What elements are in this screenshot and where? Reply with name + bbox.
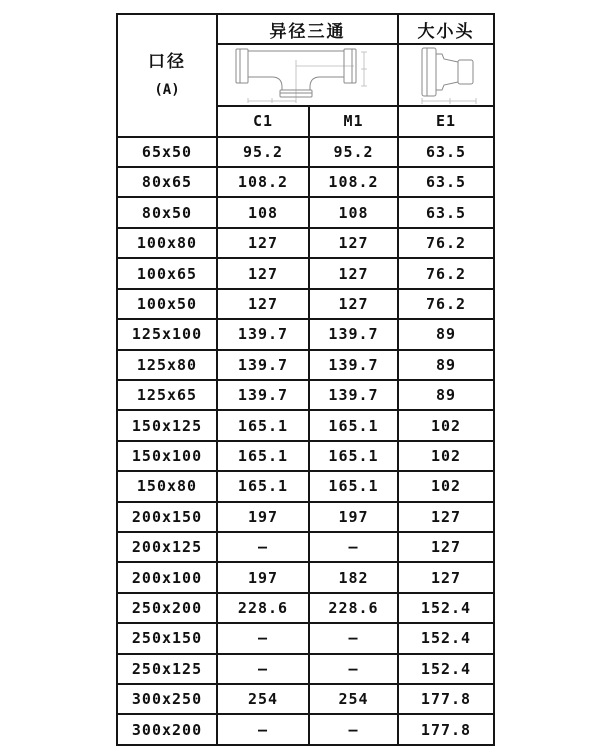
c1-cell: 165.1 [217,471,309,501]
size-cell: 100x50 [117,289,217,319]
e1-cell: 152.4 [398,654,494,684]
subheader-m1: M1 [309,106,398,136]
m1-cell: — [309,654,398,684]
size-cell: 80x65 [117,167,217,197]
m1-cell: 139.7 [309,350,398,380]
size-cell: 300x200 [117,714,217,745]
table-row [117,714,494,745]
table-body [117,137,494,745]
e1-cell: 102 [398,410,494,440]
c1-cell: — [217,714,309,745]
table-row [117,471,494,501]
e1-cell: 76.2 [398,258,494,288]
table-row [117,562,494,592]
e1-cell: 63.5 [398,167,494,197]
reducing-tee-drawing-icon [232,46,384,104]
table-row [117,228,494,258]
m1-cell: 139.7 [309,380,398,410]
table-row [117,410,494,440]
size-cell: 150x125 [117,410,217,440]
m1-cell: 254 [309,684,398,714]
diameter-header-cell [117,14,217,137]
m1-cell: 182 [309,562,398,592]
fitting-dimension-table [116,13,495,746]
e1-cell: 89 [398,350,494,380]
size-cell: 250x125 [117,654,217,684]
c1-cell: 139.7 [217,350,309,380]
c1-cell: 108.2 [217,167,309,197]
subheader-c1: C1 [217,106,309,136]
diameter-header-unit: (A) [154,81,180,98]
size-cell: 100x65 [117,258,217,288]
e1-cell: 152.4 [398,593,494,623]
e1-cell: 89 [398,380,494,410]
table-row [117,502,494,532]
table-row [117,654,494,684]
table-row [117,593,494,623]
table-row [117,623,494,653]
table-row [117,350,494,380]
table-row [117,167,494,197]
e1-cell: 127 [398,562,494,592]
table-row [117,684,494,714]
e1-cell: 127 [398,532,494,562]
size-cell: 150x100 [117,441,217,471]
c1-cell: 197 [217,502,309,532]
m1-cell: 127 [309,258,398,288]
e1-cell: 76.2 [398,228,494,258]
c1-cell: 165.1 [217,441,309,471]
group-header-reducing-tee: 异径三通 [217,14,398,44]
subheader-e1: E1 [398,106,494,136]
size-cell: 200x125 [117,532,217,562]
size-cell: 125x100 [117,319,217,349]
c1-cell: 254 [217,684,309,714]
size-cell: 125x65 [117,380,217,410]
m1-cell: 165.1 [309,441,398,471]
reducer-drawing-icon [406,46,486,104]
c1-cell: 127 [217,289,309,319]
m1-cell: 228.6 [309,593,398,623]
reducer-drawing-cell [398,44,494,106]
c1-cell: 228.6 [217,593,309,623]
e1-cell: 102 [398,471,494,501]
m1-cell: — [309,532,398,562]
c1-cell: 165.1 [217,410,309,440]
table-row [117,319,494,349]
m1-cell: — [309,623,398,653]
m1-cell: 127 [309,228,398,258]
c1-cell: — [217,654,309,684]
m1-cell: 165.1 [309,410,398,440]
size-cell: 100x80 [117,228,217,258]
diameter-header-label: 口径 [148,52,186,73]
size-cell: 250x150 [117,623,217,653]
e1-cell: 102 [398,441,494,471]
e1-cell: 76.2 [398,289,494,319]
table-row [117,258,494,288]
c1-cell: 127 [217,258,309,288]
e1-cell: 152.4 [398,623,494,653]
e1-cell: 63.5 [398,197,494,227]
size-cell: 150x80 [117,471,217,501]
c1-cell: 139.7 [217,380,309,410]
m1-cell: 108.2 [309,167,398,197]
m1-cell: 95.2 [309,137,398,167]
e1-cell: 89 [398,319,494,349]
table-row [117,137,494,167]
group-header-reducer: 大小头 [398,14,494,44]
c1-cell: — [217,532,309,562]
c1-cell: — [217,623,309,653]
c1-cell: 197 [217,562,309,592]
c1-cell: 139.7 [217,319,309,349]
size-cell: 65x50 [117,137,217,167]
table-row [117,380,494,410]
e1-cell: 177.8 [398,714,494,745]
table-row [117,197,494,227]
m1-cell: 139.7 [309,319,398,349]
size-cell: 200x150 [117,502,217,532]
table-row [117,289,494,319]
e1-cell: 127 [398,502,494,532]
m1-cell: 165.1 [309,471,398,501]
size-cell: 80x50 [117,197,217,227]
size-cell: 200x100 [117,562,217,592]
e1-cell: 63.5 [398,137,494,167]
size-cell: 300x250 [117,684,217,714]
size-cell: 250x200 [117,593,217,623]
size-cell: 125x80 [117,350,217,380]
table-row [117,441,494,471]
c1-cell: 108 [217,197,309,227]
reducing-tee-drawing-cell [217,44,398,106]
c1-cell: 95.2 [217,137,309,167]
m1-cell: 127 [309,289,398,319]
e1-cell: 177.8 [398,684,494,714]
c1-cell: 127 [217,228,309,258]
m1-cell: 197 [309,502,398,532]
m1-cell: 108 [309,197,398,227]
table-row [117,532,494,562]
m1-cell: — [309,714,398,745]
